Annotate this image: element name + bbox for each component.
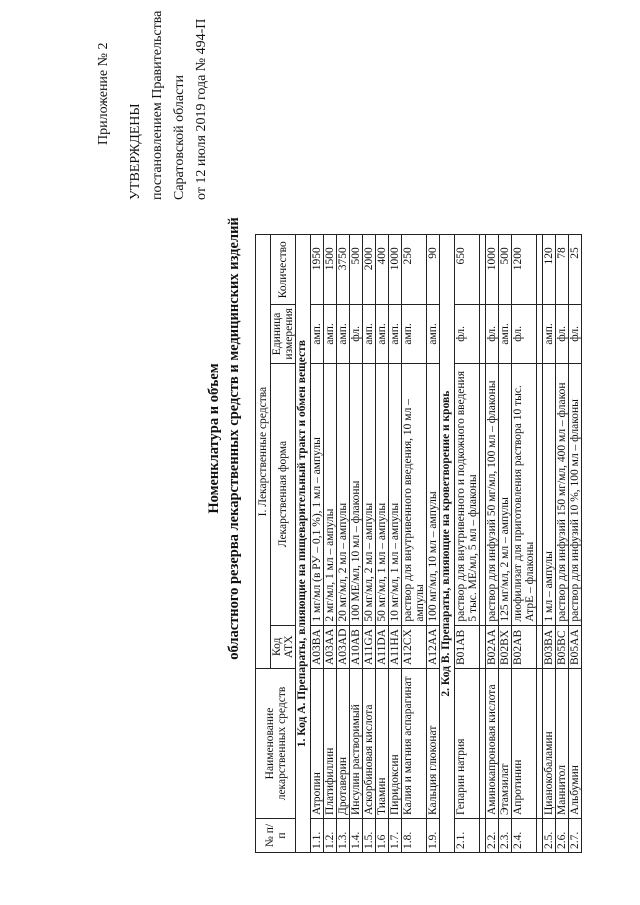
cell-form: 100 МЕ/мл, 10 мл – флаконы	[350, 363, 363, 625]
cell-code: A10AB	[350, 625, 363, 668]
cell-unit: амп.	[543, 305, 556, 363]
table-row	[350, 235, 363, 853]
cell-code: A11GA	[363, 625, 376, 668]
table-row	[486, 235, 499, 853]
approval-line: УТВЕРЖДЕНЫ	[128, 103, 143, 200]
cell-unit: фл.	[556, 305, 569, 363]
cell-unit: фл.	[350, 305, 363, 363]
cell-code: A11DA	[376, 625, 389, 668]
cell-code: B05AA	[569, 625, 582, 668]
cell-unit: амп.	[363, 305, 376, 363]
section-row	[296, 235, 311, 853]
cell-qty: 250	[402, 235, 427, 305]
cell-num: 1.9.	[427, 819, 440, 853]
cell-num: 2.4.	[512, 819, 537, 853]
col-header-form: Лекарственная форма	[271, 363, 296, 625]
cell-form: 50 мг/мл, 2 мл – ампулы	[363, 363, 376, 625]
cell-num: 1.1.	[311, 819, 324, 853]
appendix-label: Приложение № 2	[96, 42, 111, 145]
cell-num: 1.6	[376, 819, 389, 853]
cell-unit: фл.	[486, 305, 499, 363]
cell-name: Аскорбиновая кислота	[363, 669, 376, 819]
cell-num: 1.7.	[389, 819, 402, 853]
cell-qty: 120	[543, 235, 556, 305]
table-row	[543, 235, 556, 853]
table-row	[499, 235, 512, 853]
cell-form: 125 мг/мл, 2 мл – ампулы	[499, 363, 512, 625]
cell-num: 2.7.	[569, 819, 582, 853]
cell-unit: фл.	[569, 305, 582, 363]
cell-unit: амп.	[402, 305, 427, 363]
cell-name: Гепарин натрия	[455, 669, 480, 819]
cell-form: раствор для внутривенного введения, 10 мл – ампулы	[402, 363, 427, 625]
cell-form: раствор для внутривенного и подкожного введения 5 тыс. МЕ/мл, 5 мл – флаконы	[455, 363, 480, 625]
cell-num: 1.2.	[324, 819, 337, 853]
table-row	[376, 235, 389, 853]
col-header-name: Наименование лекарственных средств	[256, 669, 296, 819]
document-subtitle: областного резерва лекарственных средств и медицинских изделий	[226, 217, 242, 660]
cell-qty: 2000	[363, 235, 376, 305]
cell-unit: фл.	[455, 305, 480, 363]
cell-code: B02BX	[499, 625, 512, 668]
table-row	[389, 235, 402, 853]
cell-form: 1 мг/мл (в РУ – 0,1 %), 1 мл – ампулы	[311, 363, 324, 625]
cell-qty: 1000	[486, 235, 499, 305]
cell-qty: 1000	[389, 235, 402, 305]
col-header-group: I. Лекарственные средства	[256, 235, 271, 669]
approval-line: Саратовской области	[172, 75, 187, 200]
cell-qty: 1500	[324, 235, 337, 305]
cell-code: B02AB	[512, 625, 537, 668]
section-title: 1. Код А. Препараты, влияющие на пищеварительный тракт и обмен веществ	[296, 235, 311, 853]
cell-unit: амп.	[324, 305, 337, 363]
section1-rows	[311, 235, 440, 853]
cell-name: Калия и магния аспарагинат	[402, 669, 427, 819]
table-row	[569, 235, 582, 853]
cell-qty: 500	[499, 235, 512, 305]
cell-name: Альбумин	[569, 669, 582, 819]
cell-form: раствор для инфузий 150 мг/мл, 400 мл – флакон	[556, 363, 569, 625]
cell-code: A12CX	[402, 625, 427, 668]
cell-form: 2 мг/мл, 1 мл – ампулы	[324, 363, 337, 625]
cell-form: 20 мг/мл, 2 мл – ампулы	[337, 363, 350, 625]
table-row	[455, 235, 480, 853]
section-title: 2. Код В. Препараты, влияющие на кроветворение и кровь	[440, 235, 455, 853]
cell-name: Дротаверин	[337, 669, 350, 819]
cell-num: 1.8.	[402, 819, 427, 853]
cell-form: 100 мг/мл, 10 мл – ампулы	[427, 363, 440, 625]
cell-num: 1.4.	[350, 819, 363, 853]
cell-unit: амп.	[337, 305, 350, 363]
document-title: Номенклатура и объем	[206, 363, 222, 514]
table-row	[556, 235, 569, 853]
cell-name: Этамзилат	[499, 669, 512, 819]
table-row	[402, 235, 427, 853]
cell-name: Атропин	[311, 669, 324, 819]
cell-name: Аминокапроновая кислота	[486, 669, 499, 819]
cell-qty: 3750	[337, 235, 350, 305]
approval-line: от 12 июля 2019 года № 494-П	[194, 18, 209, 200]
cell-num: 2.2.	[486, 819, 499, 853]
cell-num: 2.5.	[543, 819, 556, 853]
col-header-code: Код АТХ	[271, 625, 296, 668]
section2-rows	[455, 235, 582, 853]
col-header-unit: Единица измерения	[271, 305, 296, 363]
cell-form: раствор для инфузий 10 %, 100 мл – флаконы	[569, 363, 582, 625]
table-row	[512, 235, 537, 853]
cell-name: Апротинин	[512, 669, 537, 819]
cell-form: лиофилизат для приготовления раствора 10 тыс. АтрЕ – флаконы	[512, 363, 537, 625]
approval-line: постановлением Правительства	[150, 10, 165, 200]
cell-form: 10 мг/мл, 1 мл – ампулы	[389, 363, 402, 625]
table-row	[427, 235, 440, 853]
cell-qty: 78	[556, 235, 569, 305]
cell-code: A03AD	[337, 625, 350, 668]
approval-stamp	[125, 11, 213, 200]
col-header-qty: Количество	[271, 235, 296, 305]
cell-name: Платифиллин	[324, 669, 337, 819]
cell-code: B05BC	[556, 625, 569, 668]
cell-unit: амп.	[427, 305, 440, 363]
reserve-table	[255, 234, 582, 853]
table-row	[324, 235, 337, 853]
cell-form: 50 мг/мл, 1 мл – ампулы	[376, 363, 389, 625]
cell-qty: 25	[569, 235, 582, 305]
cell-qty: 1200	[512, 235, 537, 305]
cell-qty: 400	[376, 235, 389, 305]
cell-unit: амп.	[389, 305, 402, 363]
cell-num: 2.1.	[455, 819, 480, 853]
cell-name: Пиридоксин	[389, 669, 402, 819]
cell-unit: амп.	[311, 305, 324, 363]
cell-qty: 650	[455, 235, 480, 305]
cell-unit: фл.	[512, 305, 537, 363]
cell-qty: 500	[350, 235, 363, 305]
cell-code: A03AA	[324, 625, 337, 668]
cell-code: B01AB	[455, 625, 480, 668]
cell-num: 1.5.	[363, 819, 376, 853]
cell-num: 2.3.	[499, 819, 512, 853]
col-header-num: № п/п	[256, 819, 296, 853]
table-row	[311, 235, 324, 853]
section-row	[440, 235, 455, 853]
cell-qty: 90	[427, 235, 440, 305]
cell-code: A12AA	[427, 625, 440, 668]
cell-form: раствор для инфузий 50 мг/мл, 100 мл – флаконы	[486, 363, 499, 625]
table-row	[363, 235, 376, 853]
cell-code: A03BA	[311, 625, 324, 668]
table-row	[337, 235, 350, 853]
cell-name: Кальция глюконат	[427, 669, 440, 819]
cell-name: Инсулин растворимый	[350, 669, 363, 819]
cell-form: 1 мл – ампулы	[543, 363, 556, 625]
cell-code: A11HA	[389, 625, 402, 668]
cell-num: 2.6.	[556, 819, 569, 853]
cell-unit: амп.	[499, 305, 512, 363]
cell-name: Тиамин	[376, 669, 389, 819]
cell-name: Цианокобаламин	[543, 669, 556, 819]
cell-code: B03BA	[543, 625, 556, 668]
cell-name: Маннитол	[556, 669, 569, 819]
cell-num: 1.3.	[337, 819, 350, 853]
cell-unit: амп.	[376, 305, 389, 363]
cell-qty: 1950	[311, 235, 324, 305]
cell-code: B02AA	[486, 625, 499, 668]
